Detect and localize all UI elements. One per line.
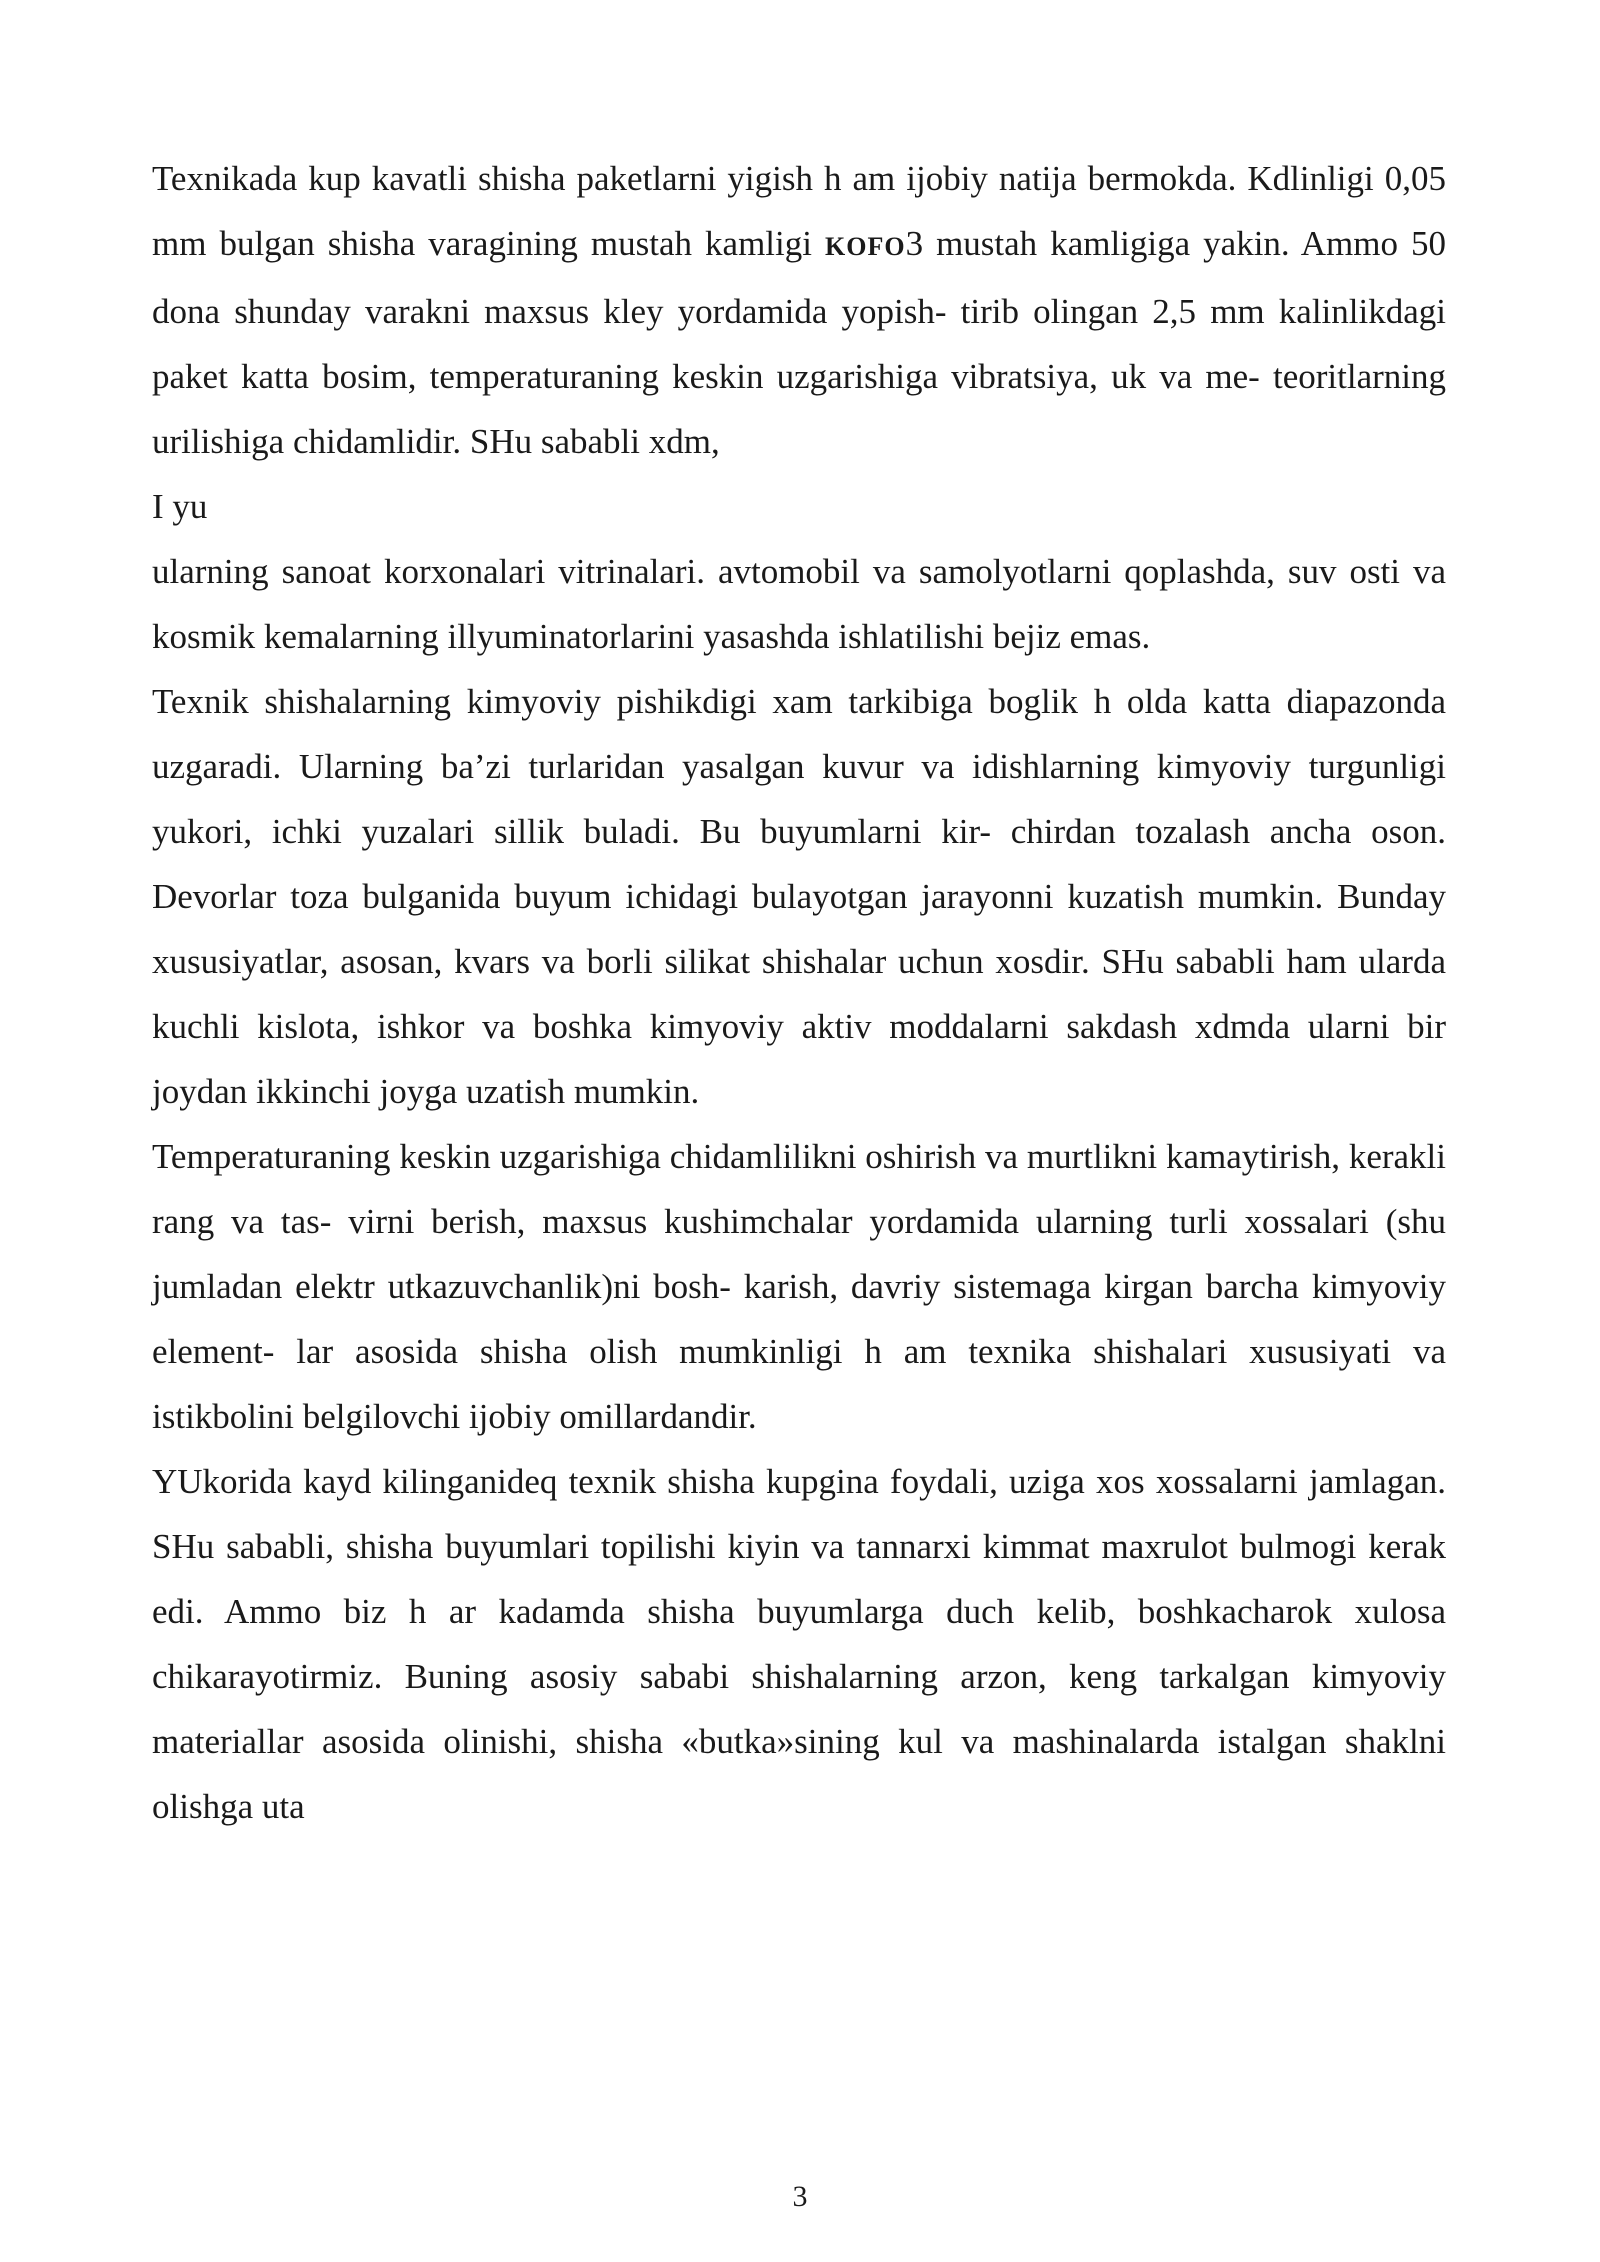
paragraph-2: I yu — [152, 487, 208, 526]
paragraph-6: YUkorida kayd kilinganideq texnik shisha kupgina foydali, uziga xos xossalarni jamlagan. SHu sababli, shisha buyumlari topilishi kiyin va tannarxi kimmat maxrulot bulmogi kerak edi. Ammo biz h ar kadamda shisha buyumlarga duch kelib, boshkacharok xulosa chikarayotirmiz. Buning asosiy sababi shishalarning arzon, keng tarkalgan kimyoviy materiallar asosida olinishi, shisha «butka»sining kul va mashinalarda istalgan shaklni olishga uta — [152, 1462, 1446, 1826]
body-text — [152, 146, 1446, 1839]
paragraph-4: Texnik shishalarning kimyoviy pishikdigi xam tarkibiga boglik h olda katta diapazonda uzgaradi. Ularning ba’zi turlaridan yasalgan kuvur va idishlarning kimyoviy turgunligi yukori, ichki yuzalari sillik buladi. Bu buyumlarni kir- chirdan tozalash ancha oson. Devorlar toza bulganida buyum ichidagi bulayotgan jarayonni kuzatish mumkin. Bunday xususiyatlar, asosan, kvars va borli silikat shishalar uchun xosdir. SHu sababli ham ularda kuchli kislota, ishkor va boshka kimyoviy aktiv moddalarni sakdash xdmda ularni bir joydan ikkinchi joyga uzatish mumkin. — [152, 682, 1446, 1111]
paragraph-1 — [152, 146, 1446, 474]
paragraph-5: Temperaturaning keskin uzgarishiga chidamlilikni oshirish va murtlikni kamaytirish, kerakli rang va tas- virni berish, maxsus kushimchalar yordamida ularning turli xossalari (shu jumladan elektr utkazuvchanlik)ni bosh- karish, davriy sistemaga kirgan barcha kimyoviy element- lar asosida shisha olish mumkinligi h am texnika shishalari xususiyati va istikbolini belgilovchi ijobiy omillardandir. — [152, 1137, 1446, 1436]
paragraph-1-part-2: KOFO — [825, 232, 906, 261]
paragraph-1-part-3: 3 mustah kamligiga yakin. Ammo 50 dona shunday varakni maxsus kley yordamida yopish- tirib olingan 2,5 mm kalinlikdagi paket katta bosim, temperaturaning keskin uzgarishiga vibratsiya, uk va me- teoritlarning urilishiga chidamlidir. SHu sababli xdm, — [152, 224, 1446, 461]
paragraph-1-part-1: Texnikada kup kavatli shisha paketlarni yigish h am ijobiy natija bermokda. Kdlinligi 0,05 mm bulgan shisha varagining mustah kamligi — [152, 159, 1446, 263]
paragraph-3: ularning sanoat korxonalari vitrinalari. avtomobil va samolyotlarni qoplashda, suv osti va kosmik kemalarning illyuminatorlarini yasashda ishlatilishi bejiz emas. — [152, 552, 1446, 656]
page-number: 3 — [792, 2180, 808, 2213]
